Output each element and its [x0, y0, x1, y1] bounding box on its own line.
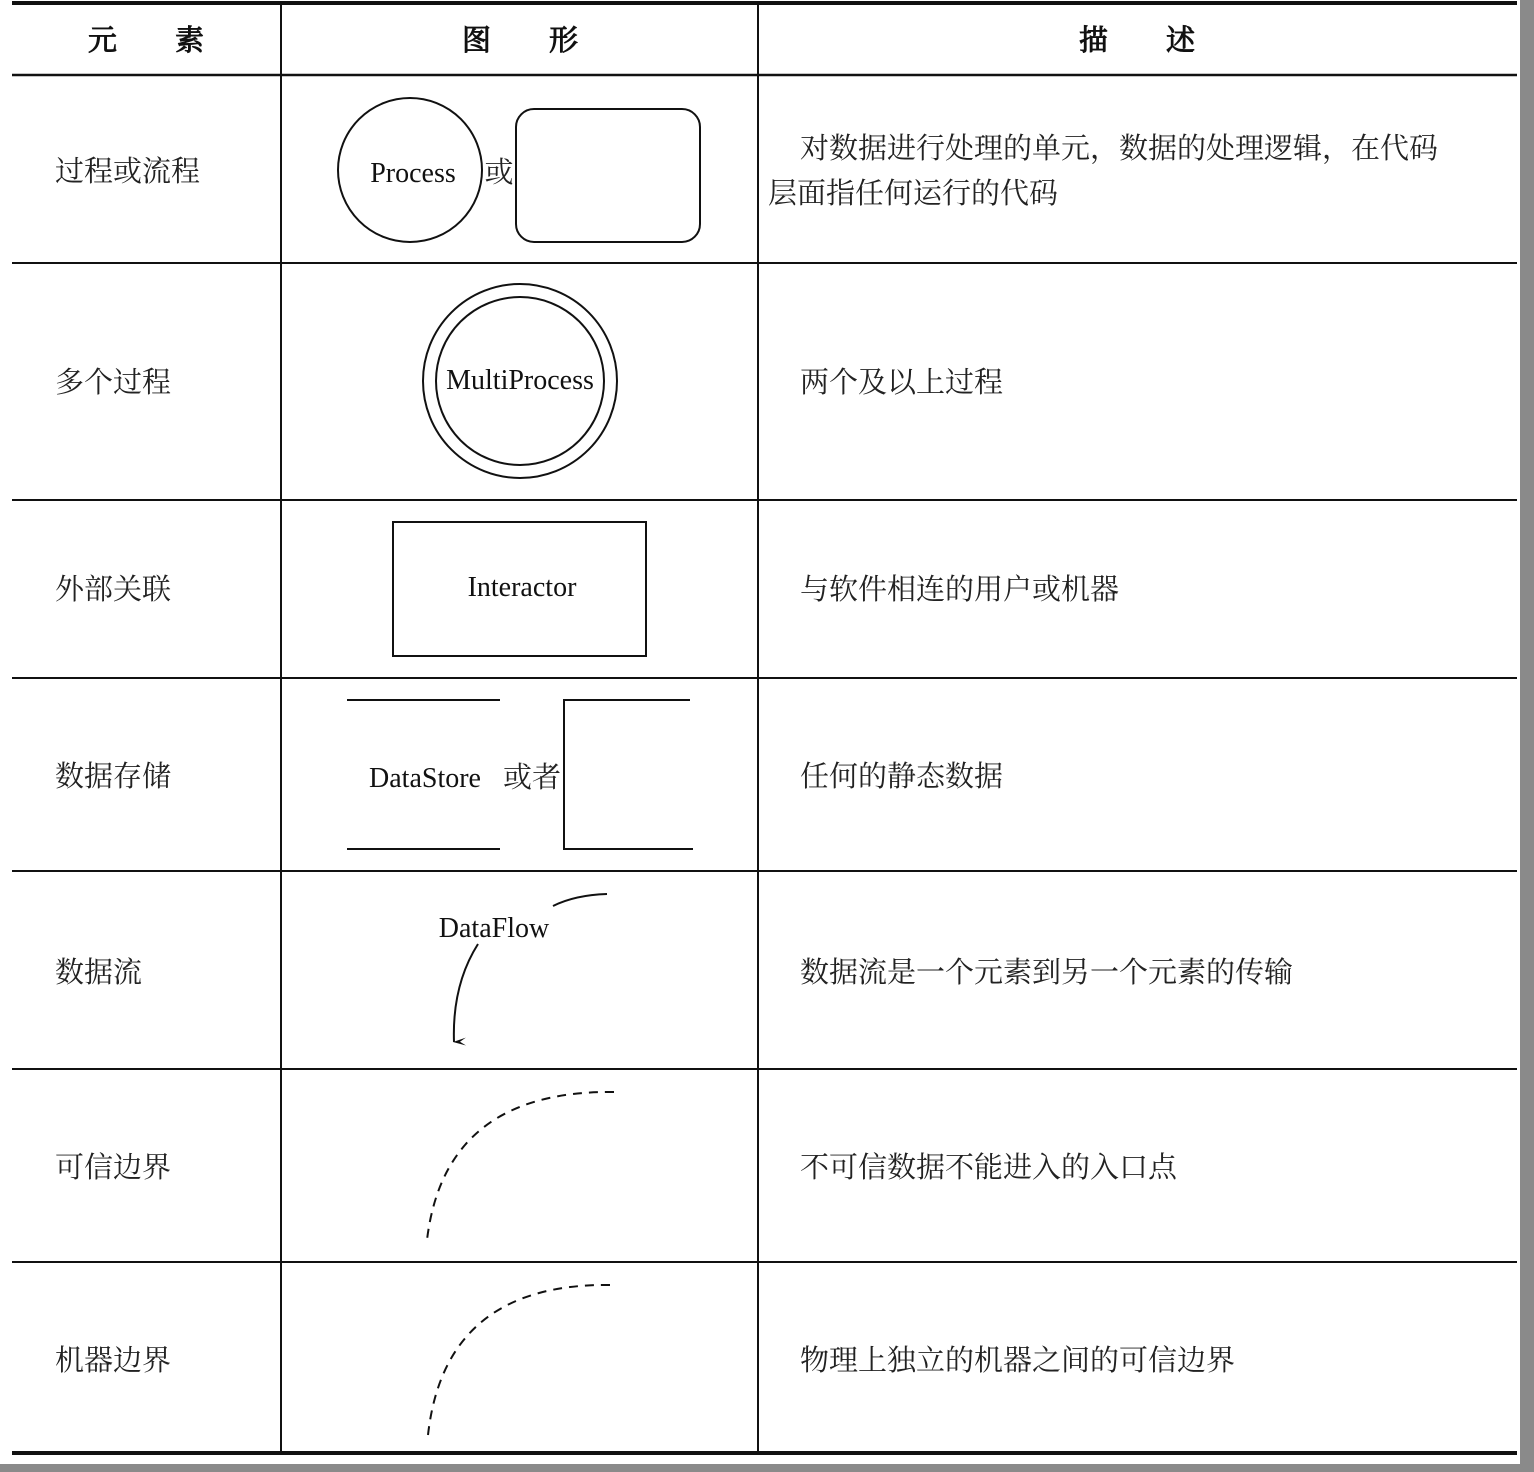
process-label: Process — [370, 158, 456, 189]
dataflow-arrow-icon — [454, 944, 478, 1042]
header-element: 元 素 — [87, 23, 205, 57]
multiprocess-label: MultiProcess — [446, 365, 594, 396]
element-dataflow: 数据流 — [55, 955, 143, 989]
process-rounded-rect-shape — [516, 109, 700, 242]
datastore-label: DataStore — [369, 763, 481, 794]
table-grid — [12, 3, 1517, 1453]
description-interactor: 与软件相连的用户或机器 — [800, 572, 1120, 606]
description-dataflow: 数据流是一个元素到另一个元素的传输 — [800, 955, 1294, 989]
header-shape: 图 形 — [461, 23, 579, 57]
header-description: 描 述 — [1078, 23, 1196, 57]
interactor-label: Interactor — [467, 572, 577, 603]
process-or-label: 或 — [484, 155, 514, 189]
machine-boundary-dashed-arc — [428, 1285, 610, 1435]
description-datastore: 任何的静态数据 — [800, 759, 1004, 793]
element-trust-boundary: 可信边界 — [55, 1150, 172, 1184]
description-trust-boundary: 不可信数据不能进入的入口点 — [800, 1150, 1178, 1184]
datastore-or-label: 或者 — [502, 760, 562, 794]
description-process-line1: 对数据进行处理的单元，数据的处理逻辑，在代码 — [800, 131, 1439, 165]
element-multiprocess: 多个过程 — [55, 365, 172, 399]
description-machine-boundary: 物理上独立的机器之间的可信边界 — [800, 1343, 1236, 1377]
dataflow-curve-top — [553, 894, 607, 906]
dataflow-label: DataFlow — [438, 913, 550, 944]
description-multiprocess: 两个及以上过程 — [800, 365, 1004, 399]
element-interactor: 外部关联 — [55, 572, 172, 606]
description-process-line2: 层面指任何运行的代码 — [768, 176, 1059, 210]
element-process: 过程或流程 — [55, 154, 201, 188]
trust-boundary-dashed-arc — [427, 1092, 614, 1240]
element-datastore: 数据存储 — [55, 759, 172, 793]
datastore-open-rect-shape — [564, 700, 693, 849]
element-machine-boundary: 机器边界 — [55, 1343, 172, 1377]
